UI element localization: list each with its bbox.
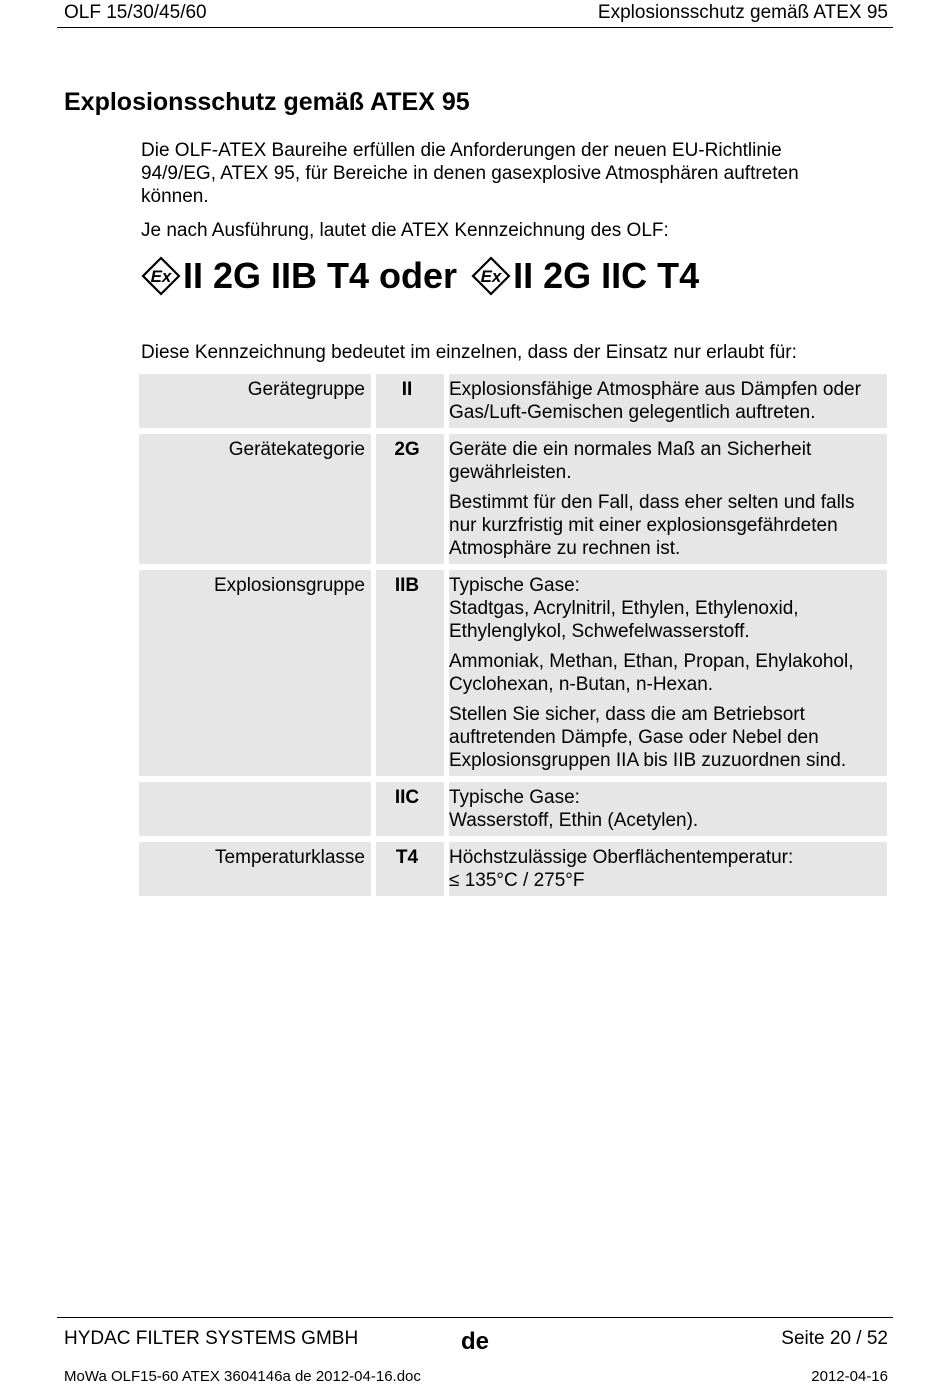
row-label: Explosionsgruppe [139, 570, 376, 776]
svg-text:Ex: Ex [150, 267, 172, 286]
ex-symbol-icon [471, 256, 511, 296]
ex-symbol-icon [141, 256, 181, 296]
row-code: T4 [376, 842, 449, 896]
intro-paragraph: Die OLF-ATEX Baureihe erfüllen die Anforderungen der neuen EU-Richtlinie 94/9/EG, ATEX 95, für Bereiche in denen gasexplosive Atmosphären auftreten können. [141, 140, 799, 207]
atex-marking-table [139, 368, 887, 902]
row-code: 2G [376, 434, 449, 564]
description-paragraph: Typische Gase: Stadtgas, Acrylnitril, Ethylen, Ethylenoxid, Ethylenglykol, Schwefelwasserstoff. [449, 575, 799, 642]
table-row [139, 570, 887, 776]
row-label: Temperaturklasse [139, 842, 376, 896]
page-title: Explosionsschutz gemäß ATEX 95 [64, 88, 470, 116]
row-description [449, 374, 887, 428]
marking-part-2: II 2G IIC T4 [513, 255, 700, 296]
description-paragraph: Bestimmt für den Fall, dass eher selten und falls nur kurzfristig mit einer explosionsgefährdeten Atmosphäre zu rechnen ist. [449, 492, 855, 559]
row-label: Gerätekategorie [139, 434, 376, 564]
table-row [139, 374, 887, 428]
row-label: Gerätegruppe [139, 374, 376, 428]
row-description [449, 434, 887, 564]
footer-document-name: MoWa OLF15-60 ATEX 3604146a de 2012-04-16.doc [64, 1368, 421, 1385]
description-paragraph: Typische Gase: Wasserstoff, Ethin (Acetylen). [449, 787, 699, 831]
footer-date: 2012-04-16 [811, 1368, 888, 1385]
header-divider [57, 27, 893, 28]
atex-marking [141, 254, 699, 298]
footer-company: HYDAC FILTER SYSTEMS GMBH [64, 1328, 359, 1349]
row-code: IIB [376, 570, 449, 776]
marking-part-1: II 2G IIB T4 oder [183, 255, 458, 296]
header-left: OLF 15/30/45/60 [64, 2, 207, 23]
row-description [449, 782, 887, 836]
description-paragraph: Ammoniak, Methan, Ethan, Propan, Ehylakohol, Cyclohexan, n-Butan, n-Hexan. [449, 651, 854, 695]
marking-intro: Je nach Ausführung, lautet die ATEX Kennzeichnung des OLF: [141, 220, 669, 241]
row-description [449, 842, 887, 896]
svg-text:Ex: Ex [480, 267, 502, 286]
description-paragraph: Stellen Sie sicher, dass die am Betriebsort auftretenden Dämpfe, Gase oder Nebel den Explosionsgruppen IIA bis IIB zuzuordnen sind. [449, 704, 847, 771]
row-code: IIC [376, 782, 449, 836]
description-paragraph: Explosionsfähige Atmosphäre aus Dämpfen oder Gas/Luft-Gemischen gelegentlich auftreten. [449, 379, 861, 423]
footer-page-number: Seite 20 / 52 [781, 1328, 888, 1349]
table-row [139, 782, 887, 836]
footer-language: de [460, 1328, 489, 1355]
footer-divider [57, 1317, 893, 1318]
description-paragraph: Geräte die ein normales Maß an Sicherheit gewährleisten. [449, 439, 812, 483]
description-paragraph: Höchstzulässige Oberflächentemperatur: ≤ 135°C / 275°F [449, 847, 794, 891]
meaning-intro: Diese Kennzeichnung bedeutet im einzelnen, dass der Einsatz nur erlaubt für: [141, 342, 797, 363]
row-label [139, 782, 376, 836]
row-description [449, 570, 887, 776]
header-right: Explosionsschutz gemäß ATEX 95 [597, 2, 888, 23]
row-code: II [376, 374, 449, 428]
table-row [139, 434, 887, 564]
table-row [139, 842, 887, 896]
